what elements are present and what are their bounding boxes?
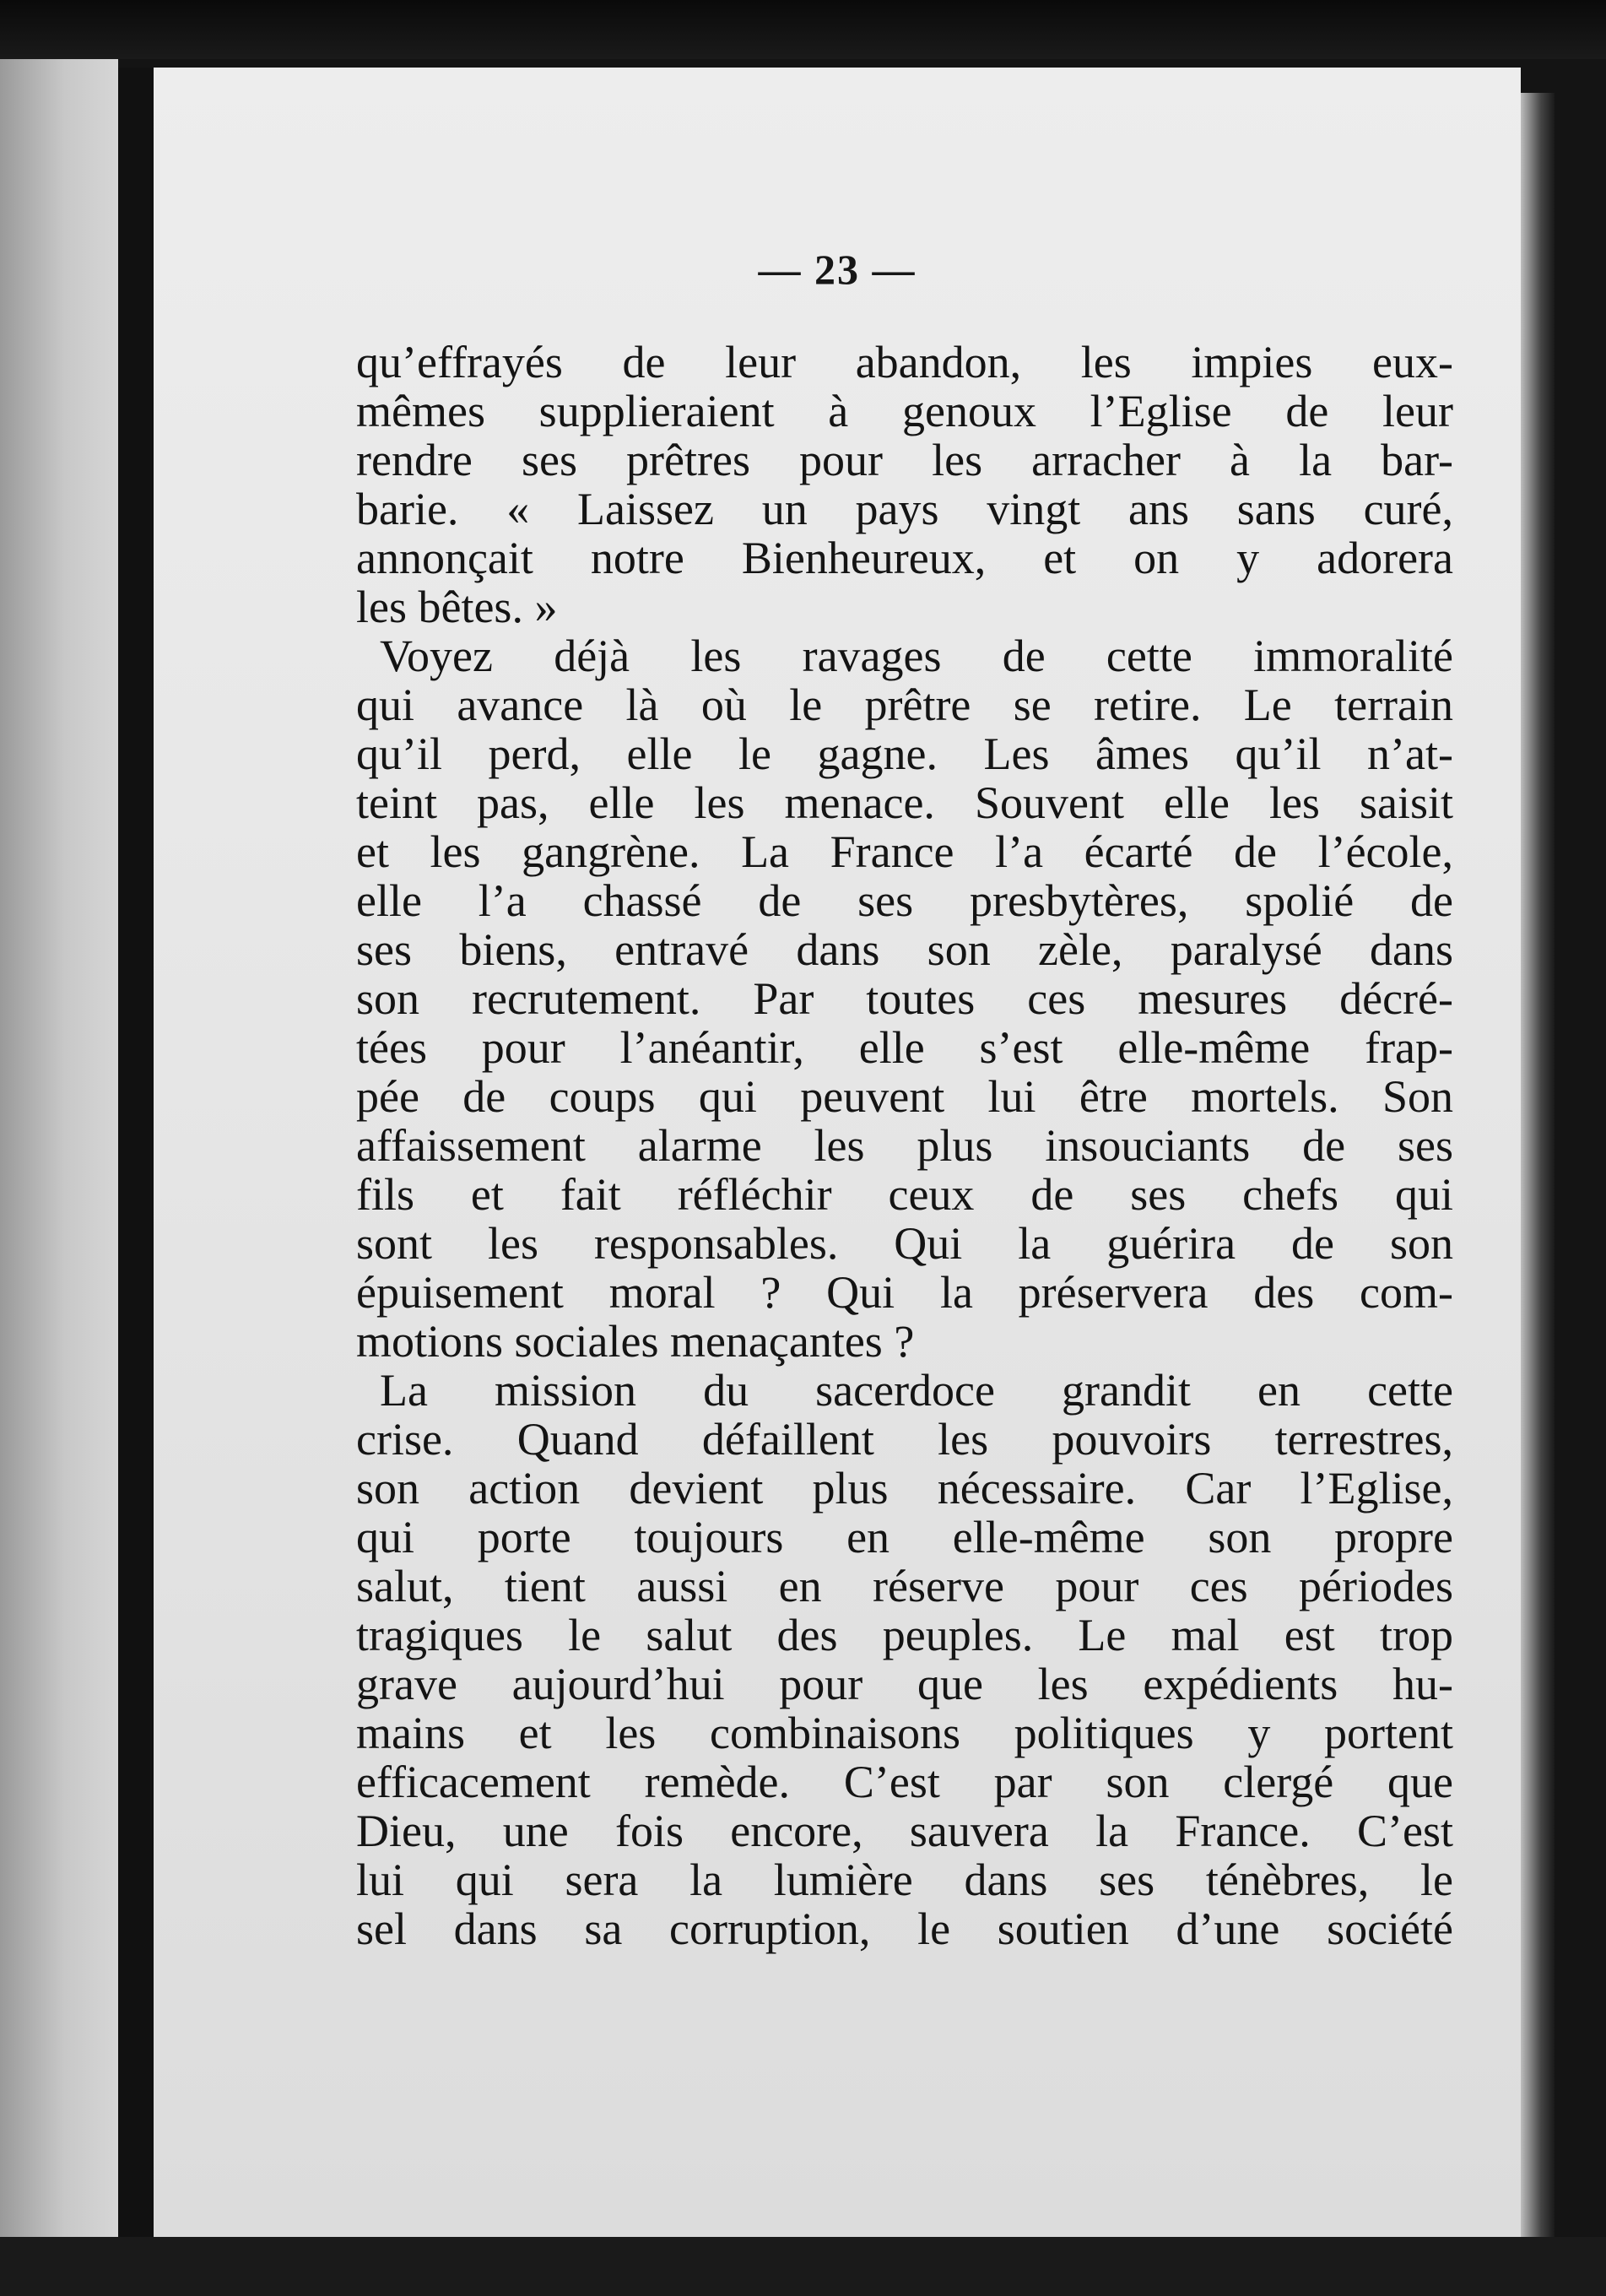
- scan-bottom-border: [0, 2237, 1606, 2296]
- text-line: pée de coups qui peuvent lui être mortels. Son: [356, 1071, 1453, 1122]
- text-line: ses biens, entravé dans son zèle, paralysé dans: [356, 924, 1453, 975]
- text-line: rendre ses prêtres pour les arracher à la bar-: [356, 435, 1453, 485]
- text-line: et les gangrène. La France l’a écarté de l’école,: [356, 826, 1453, 877]
- text-line: qui avance là où le prêtre se retire. Le terrain: [356, 680, 1453, 730]
- text-line: grave aujourd’hui pour que les expédients hu-: [356, 1659, 1453, 1709]
- body-text: [356, 338, 1453, 1953]
- text-line: épuisement moral ? Qui la préservera des com-: [356, 1267, 1453, 1318]
- text-line: les bêtes. »: [356, 582, 558, 632]
- text-line: fils et fait réfléchir ceux de ses chefs qui: [356, 1169, 1453, 1220]
- text-line: sont les responsables. Qui la guérira de son: [356, 1218, 1453, 1269]
- text-line: qu’il perd, elle le gagne. Les âmes qu’il n’at-: [356, 728, 1453, 779]
- text-line: crise. Quand défaillent les pouvoirs terrestres,: [356, 1414, 1453, 1465]
- text-line: Voyez déjà les ravages de cette immoralité: [380, 631, 1453, 681]
- text-line: mains et les combinaisons politiques y portent: [356, 1708, 1453, 1758]
- facing-page-edge: [0, 59, 118, 2237]
- scan-top-border: [0, 0, 1606, 59]
- text-line: tragiques le salut des peuples. Le mal est trop: [356, 1610, 1453, 1660]
- text-line: annonçait notre Bienheureux, et on y adorera: [356, 533, 1453, 583]
- text-line: affaissement alarme les plus insouciants de ses: [356, 1120, 1453, 1171]
- book-spine: [118, 68, 154, 2245]
- text-line: La mission du sacerdoce grandit en cette: [380, 1365, 1453, 1416]
- text-line: tées pour l’anéantir, elle s’est elle-même frap-: [356, 1022, 1453, 1073]
- text-line: qui porte toujours en elle-même son propre: [356, 1512, 1453, 1562]
- text-line: mêmes supplieraient à genoux l’Eglise de leur: [356, 386, 1453, 436]
- text-line: barie. « Laissez un pays vingt ans sans curé,: [356, 484, 1453, 534]
- text-line: son recrutement. Par toutes ces mesures décré-: [356, 973, 1453, 1024]
- text-line: qu’effrayés de leur abandon, les impies eux-: [356, 337, 1453, 387]
- text-line: teint pas, elle les menace. Souvent elle les saisit: [356, 777, 1453, 828]
- text-line: salut, tient aussi en réserve pour ces périodes: [356, 1561, 1453, 1611]
- text-line: Dieu, une fois encore, sauvera la France. C’est: [356, 1806, 1453, 1856]
- text-line: son action devient plus nécessaire. Car l’Eglise,: [356, 1463, 1453, 1514]
- book-page: [154, 68, 1521, 2245]
- text-line: efficacement remède. C’est par son clergé que: [356, 1757, 1453, 1807]
- text-line: motions sociales menaçantes ?: [356, 1316, 915, 1367]
- text-line: lui qui sera la lumière dans ses ténèbres, le: [356, 1855, 1453, 1905]
- text-line: sel dans sa corruption, le soutien d’une société: [356, 1903, 1453, 1954]
- page-right-edge: [1521, 93, 1555, 2237]
- text-line: elle l’a chassé de ses presbytères, spolié de: [356, 875, 1453, 926]
- page-number: — 23 —: [758, 246, 917, 293]
